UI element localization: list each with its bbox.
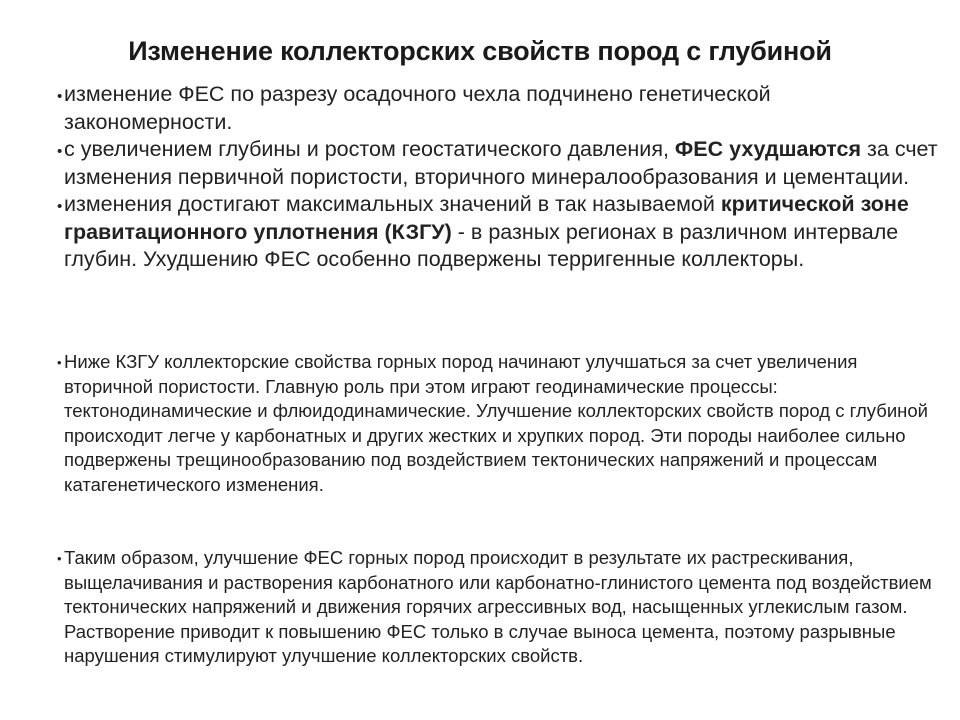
bullet-item-4-text: Ниже КЗГУ коллекторские свойства горных пород начинают улучшаться за счет увеличения вторичной пористости. Главную роль при этом играют геодинамические процессы: тектонодинамические и флюидодинамические. Улучшение коллекторских свойств пород с глубиной происходит легче у карбонатных и других жестких и хрупких пород. Эти породы наиболее сильно подвержены трещинообразованию под воздействием тектонических напряжений и процессам катагенетического изменения. (64, 351, 928, 495)
paragraph-conclusion (58, 546, 938, 669)
bullet-glyph: • (57, 88, 63, 105)
bullet-item-2 (58, 136, 938, 191)
bullet-item-3 (58, 191, 938, 274)
bullet-item-1-text: изменение ФЕС по разрезу осадочного чехла подчинено генетической закономерности. (64, 82, 771, 134)
bullet-item-5 (58, 546, 938, 669)
bullet-glyph: • (57, 355, 62, 370)
bullet-glyph: • (57, 143, 63, 160)
bullet-item-3-text-a: изменения достигают максимальных значений в так называемой (64, 192, 721, 216)
slide-title: Изменение коллекторских свойств пород с глубиной (128, 36, 832, 66)
bullet-item-1 (58, 81, 938, 136)
paragraph-below-kzgu (58, 350, 938, 497)
bullet-glyph: • (57, 551, 62, 566)
bullet-item-2-text-b: за счет изменения первичной пористости, вторичного минералообразования и цементации. (64, 137, 938, 189)
bullet-item-3-emphasis: критической зоне гравитационного уплотнения (КЗГУ) (64, 192, 909, 244)
bullet-item-3-text-b: - в разных регионах в различном интервале глубин. Ухудшению ФЕС особенно подвержены терригенные коллекторы. (64, 219, 899, 271)
bullet-list-main (58, 81, 938, 274)
bullet-item-2-emphasis: ФЕС ухудшаются (674, 137, 862, 161)
bullet-item-4 (58, 350, 938, 497)
bullet-item-2-text-a: с увеличением глубины и ростом геостатического давления, (64, 137, 675, 161)
bullet-item-5-text: Таким образом, улучшение ФЕС горных пород происходит в результате их растрескивания, выщелачивания и растворения карбонатного или карбонатно-глинистого цемента под воздействием тектонических напряжений и движения горячих агрессивных вод, насыщенных углекислым газом. Растворение приводит к повышению ФЕС только в случае выноса цемента, поэтому разрывные нарушения стимулируют улучшение коллекторских свойств. (64, 547, 932, 666)
bullet-glyph: • (57, 198, 63, 215)
